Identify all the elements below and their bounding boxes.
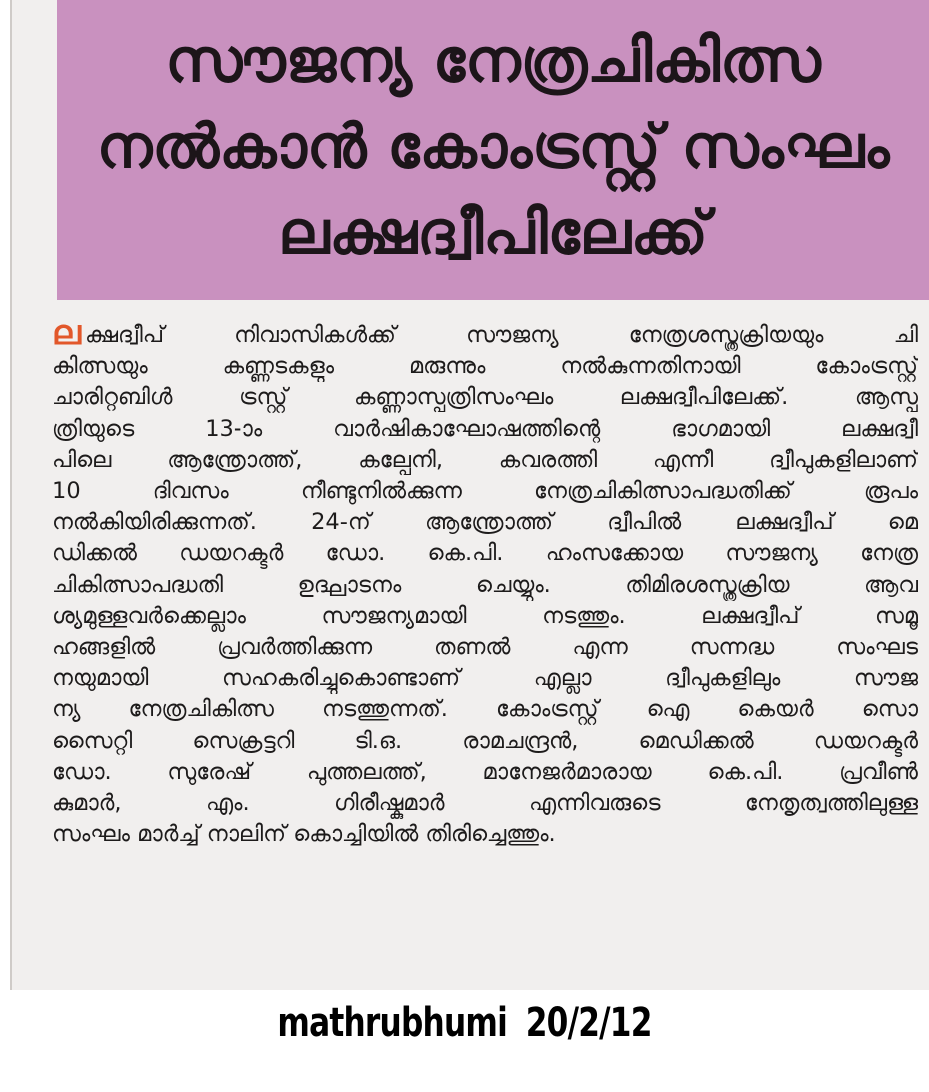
headline-line-3: ലക്ഷദ്വീപിലേക്ക് xyxy=(278,198,708,268)
article-line: ചാരിറ്റബിൾ ട്രസ്റ്റ് കണ്ണാസ്പത്രിസംഘം ലക്ഷദ്വീപിലേക്ക്. ആസ്പ xyxy=(52,384,918,411)
source-caption xyxy=(102,1000,827,1046)
article-line: പിലെ ആന്ത്രോത്ത്, കല്പേനി, കവരത്തി എന്നീ ദ്വീപുകളിലാണ് xyxy=(52,446,918,473)
article-line xyxy=(52,318,918,351)
article-line: ന്യ നേത്രചികിത്സ നടത്തുന്നത്. കോംട്രസ്റ്റ് ഐ കെയർ സൊ xyxy=(52,696,918,723)
article-line: നൽകിയിരിക്കുന്നത്. 24-ന് ആന്ത്രോത്ത് ദ്വീപിൽ ലക്ഷദ്വീപ് മെ xyxy=(52,509,918,536)
source-name: mathrubhumi xyxy=(277,1000,508,1046)
article-line: സംഘം മാർച്ച് നാലിന് കൊച്ചിയിൽ തിരിച്ചെത്തും. xyxy=(52,821,556,848)
headline-line-2: നൽകാൻ കോംട്രസ്റ്റ് സംഘം xyxy=(96,112,890,182)
article-line: നയുമായി സഹകരിച്ചുകൊണ്ടാണ് എല്ലാ ദ്വീപുകളിലും സൗജ xyxy=(52,665,918,692)
article-line: ചികിത്സാപദ്ധതി ഉദ്ഘാടനം ചെയ്യും. തിമിരശസ്ത്രക്രിയ ആവ xyxy=(52,571,918,598)
article-line: കുമാർ, എം. ഗിരീഷ്കുമാർ എന്നിവരുടെ നേതൃത്വത്തിലുള്ള xyxy=(52,790,918,817)
source-date: 20/2/12 xyxy=(525,1000,652,1046)
dropcap: ല xyxy=(52,318,82,352)
headline-box xyxy=(57,0,929,300)
article-line: ശ്യമുള്ളവർക്കെല്ലാം സൗജന്യമായി നടത്തും. ലക്ഷദ്വീപ് സമൂ xyxy=(52,602,918,629)
article-body xyxy=(52,318,918,850)
article-line: കിത്സയും കണ്ണടകളും മരുന്നും നൽകുന്നതിനായി കോംട്രസ്റ്റ് xyxy=(52,353,918,380)
article-line-text: ക്ഷദ്വീപ് നിവാസികൾക്ക് സൗജന്യ നേത്രശസ്ത്രക്രിയയും ചി xyxy=(85,322,918,348)
article-line: ത്രിയുടെ 13-ാം വാർഷികാഘോഷത്തിന്റെ ഭാഗമായി ലക്ഷദ്വീ xyxy=(52,415,918,442)
article-line: ഹങ്ങളിൽ പ്രവർത്തിക്കുന്ന തണൽ എന്ന സന്നദ്ധ സംഘട xyxy=(52,634,918,661)
article-line: സൈറ്റി സെക്രട്ടറി ടി.ഒ. രാമചന്ദ്രൻ, മെഡിക്കൽ ഡയറക്ടർ xyxy=(52,727,918,754)
article-line: ഡിക്കൽ ഡയറക്ടർ ഡോ. കെ.പി. ഹംസക്കോയ സൗജന്യ നേത്ര xyxy=(52,540,918,567)
newspaper-clipping xyxy=(10,0,929,990)
headline-line-1: സൗജന്യ നേത്രചികിത്സ xyxy=(165,26,821,96)
article-line: ഡോ. സുരേഷ് പുത്തലത്ത്, മാനേജർമാരായ കെ.പി. പ്രവീൺ xyxy=(52,758,918,785)
article-line: 10 ദിവസം നീണ്ടുനിൽക്കുന്ന നേത്രചികിത്സാപദ്ധതിക്ക് രൂപം xyxy=(52,478,918,505)
